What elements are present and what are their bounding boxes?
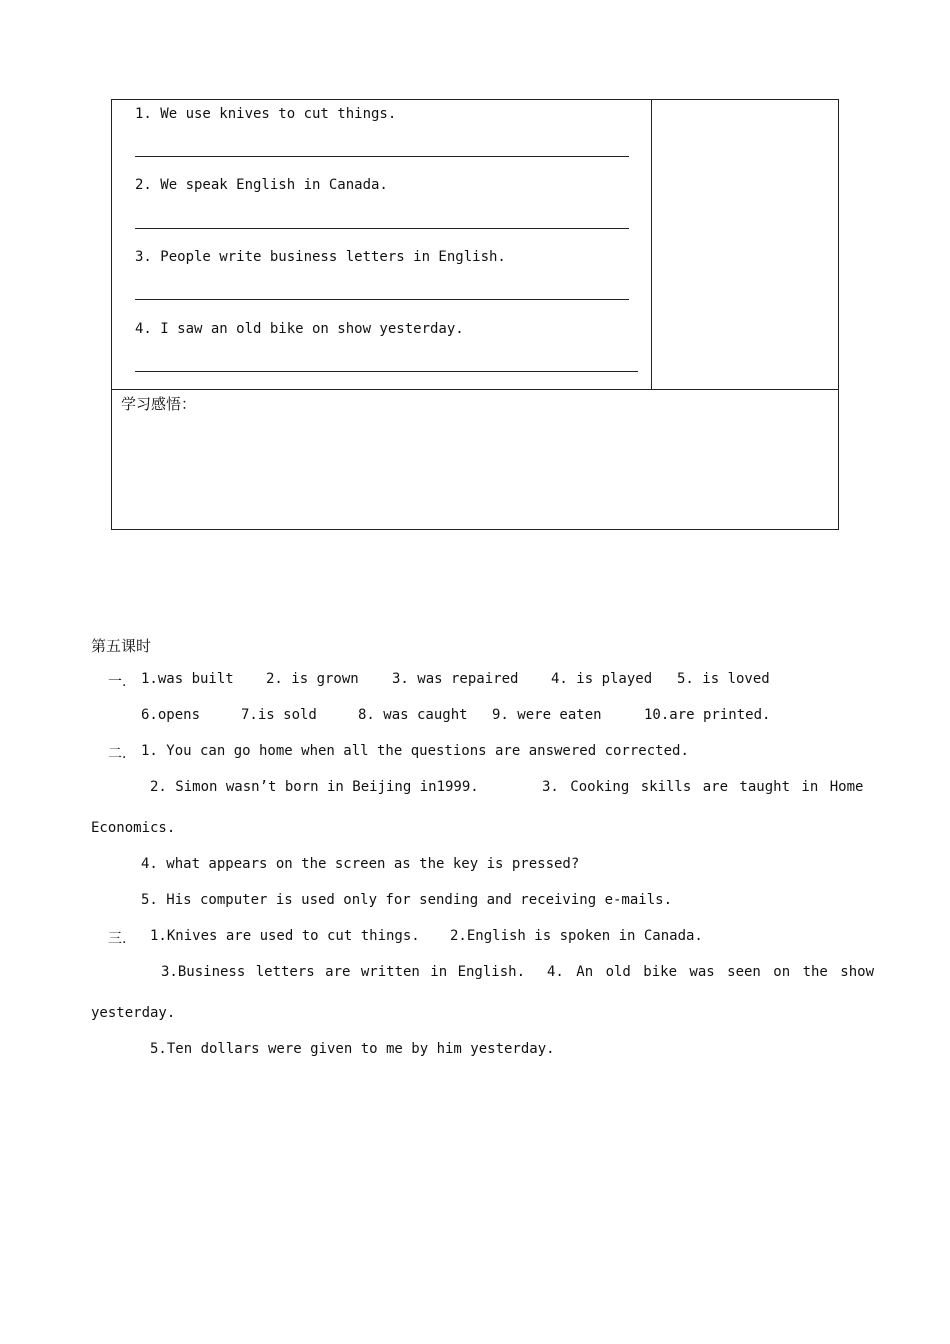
exercise-cell [112,100,652,390]
exercise-item-1: 1. We use knives to cut things. [135,106,397,122]
part1-answer-1: 1.was built [141,671,234,687]
part3-answer-4-cont: yesterday. [91,1005,176,1021]
part1-answer-10: 10.are printed. [644,707,771,723]
part3-answer-3: 3.Business letters are written in English. [161,964,526,980]
part1-answer-2: 2. is grown [266,671,359,687]
exercise-item-3: 3. People write business letters in English. [135,249,506,265]
answer-line-1[interactable] [135,156,629,157]
reflection-label: 学习感悟： [121,395,197,413]
exercise-item-2: 2. We speak English in Canada. [135,177,388,193]
row-divider [112,389,838,390]
part3-answer-5: 5.Ten dollars were given to me by him yesterday. [150,1041,555,1057]
part2-label: 二. [108,746,127,762]
part1-answer-4: 4. is played [551,671,653,687]
part1-answer-8: 8. was caught [358,707,468,723]
part2-answer-4: 4. what appears on the screen as the key is pressed? [141,856,580,872]
part2-answer-5: 5. His computer is used only for sending and receiving e-mails. [141,892,673,908]
part3-answer-1: 1.Knives are used to cut things. [150,928,420,944]
exercise-table [111,99,839,530]
part3-label: 三. [108,931,127,947]
notes-cell [652,100,838,390]
answer-line-2[interactable] [135,228,629,229]
part1-answer-5: 5. is loved [677,671,770,687]
exercise-item-4: 4. I saw an old bike on show yesterday. [135,321,464,337]
part1-answer-7: 7.is sold [241,707,317,723]
part2-answer-1: 1. You can go home when all the questions are answered corrected. [141,743,689,759]
part2-answer-3-cont: Economics. [91,820,176,836]
part1-answer-9: 9. were eaten [492,707,602,723]
answer-line-4[interactable] [135,371,638,372]
answer-line-3[interactable] [135,299,629,300]
part1-label: 一. [108,674,127,690]
part2-answer-2: 2. Simon wasn’t born in Beijing in1999. [150,779,479,795]
part2-answer-3: 3. Cooking skills are taught in Home [542,779,864,795]
part1-answer-6: 6.opens [141,707,201,723]
part3-answer-2: 2.English is spoken in Canada. [450,928,703,944]
answers-title: 第五课时 [91,637,152,655]
part3-answer-4: 4. An old bike was seen on the show [547,964,875,980]
part1-answer-3: 3. was repaired [392,671,519,687]
